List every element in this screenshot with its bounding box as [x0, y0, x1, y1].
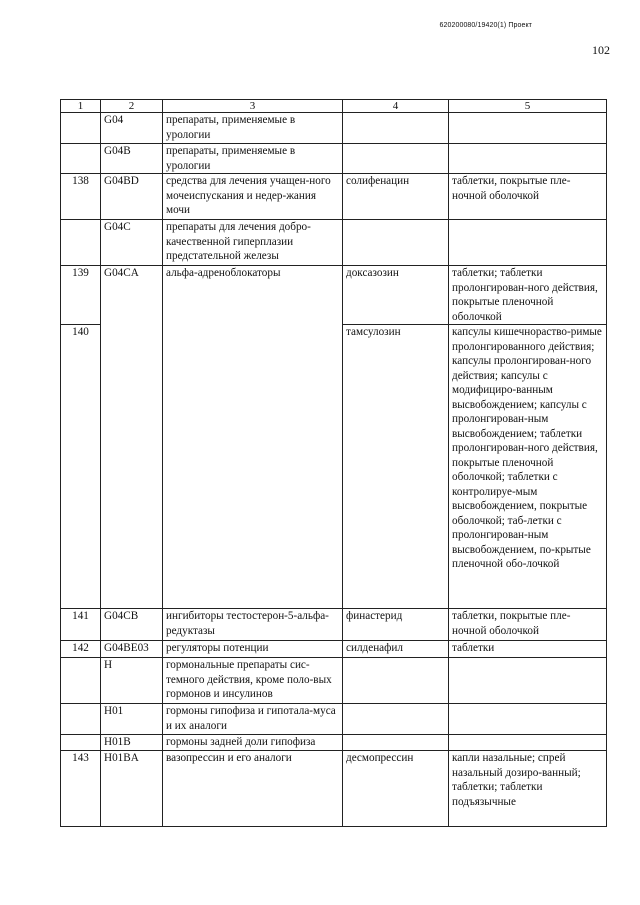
table-row	[61, 751, 607, 827]
row-number: 139	[61, 266, 101, 325]
document-id: 620200080/19420(1) Проект	[439, 22, 532, 29]
dosage-forms	[449, 144, 607, 174]
dosage-forms: таблетки; таблетки пролонгирован-ного действия, покрытые пленочной оболочкой	[449, 266, 607, 325]
atc-code: H01B	[101, 735, 163, 751]
atc-code: G04BD	[101, 174, 163, 220]
group-name: средства для лечения учащен-ного мочеиспускания и недер-жания мочи	[163, 174, 343, 220]
table-row	[61, 266, 607, 325]
row-number	[61, 220, 101, 266]
table-row	[61, 704, 607, 735]
dosage-forms	[449, 113, 607, 144]
row-number	[61, 658, 101, 704]
group-name: гормоны гипофиза и гипотала-муса и их аналоги	[163, 704, 343, 735]
header-cell: 4	[343, 100, 449, 113]
row-number	[61, 113, 101, 144]
table-header-row	[61, 100, 607, 113]
drug-name: финастерид	[343, 609, 449, 641]
drug-name: солифенацин	[343, 174, 449, 220]
atc-code: G04BE03	[101, 641, 163, 658]
drug-name: десмопрессин	[343, 751, 449, 827]
row-number: 141	[61, 609, 101, 641]
group-name: препараты, применяемые в урологии	[163, 144, 343, 174]
dosage-forms	[449, 658, 607, 704]
group-name: гормоны задней доли гипофиза	[163, 735, 343, 751]
table-row	[61, 641, 607, 658]
atc-code: G04C	[101, 220, 163, 266]
atc-code: G04CB	[101, 609, 163, 641]
atc-code: H	[101, 658, 163, 704]
group-name: препараты, применяемые в урологии	[163, 113, 343, 144]
table-row	[61, 144, 607, 174]
table-row	[61, 174, 607, 220]
page-number: 102	[592, 43, 610, 57]
dosage-forms	[449, 220, 607, 266]
table-row	[61, 735, 607, 751]
drug-name	[343, 113, 449, 144]
dosage-forms: таблетки, покрытые пле-ночной оболочкой	[449, 609, 607, 641]
table-row	[61, 609, 607, 641]
table-row	[61, 220, 607, 266]
header-cell: 5	[449, 100, 607, 113]
dosage-forms: капсулы кишечнораство-римые пролонгированного действия; капсулы пролонгирован-ного действия; капсулы с модифициро-ванным высвобождением; капсулы с пролонгирован-ным высвобождением; таблетки пролонгирован-ного действия, покрытые пленочной оболочкой; таблетки с контролируе-мым высвобождением, покрытые оболочкой; таб-летки с пролонгирован-ным высвобождением, по-крытые пленочной обо-лочкой	[449, 325, 607, 609]
group-name: ингибиторы тестостерон-5-альфа-редуктазы	[163, 609, 343, 641]
dosage-forms: таблетки	[449, 641, 607, 658]
row-number: 142	[61, 641, 101, 658]
dosage-forms	[449, 735, 607, 751]
row-number	[61, 144, 101, 174]
group-name: гормональные препараты сис-темного действия, кроме поло-вых гормонов и инсулинов	[163, 658, 343, 704]
group-name: регуляторы потенции	[163, 641, 343, 658]
header-cell: 3	[163, 100, 343, 113]
row-number: 138	[61, 174, 101, 220]
drug-name	[343, 658, 449, 704]
drug-name: тамсулозин	[343, 325, 449, 609]
atc-code: G04CA	[101, 266, 163, 609]
dosage-forms: таблетки, покрытые пле-ночной оболочкой	[449, 174, 607, 220]
header-cell: 1	[61, 100, 101, 113]
group-name: альфа-адреноблокаторы	[163, 266, 343, 609]
drug-table	[60, 99, 607, 827]
group-name: вазопрессин и его аналоги	[163, 751, 343, 827]
atc-code: G04B	[101, 144, 163, 174]
dosage-forms: капли назальные; спрей назальный дозиро-ванный; таблетки; таблетки подъязычные	[449, 751, 607, 827]
group-name: препараты для лечения добро-качественной гиперплазии предстательной железы	[163, 220, 343, 266]
row-number: 140	[61, 325, 101, 609]
drug-name	[343, 144, 449, 174]
header-cell: 2	[101, 100, 163, 113]
table-row	[61, 658, 607, 704]
row-number	[61, 735, 101, 751]
drug-name	[343, 220, 449, 266]
row-number: 143	[61, 751, 101, 827]
drug-name	[343, 704, 449, 735]
drug-name: силденафил	[343, 641, 449, 658]
atc-code: H01	[101, 704, 163, 735]
dosage-forms	[449, 704, 607, 735]
drug-name: доксазозин	[343, 266, 449, 325]
table-row	[61, 113, 607, 144]
atc-code: H01BA	[101, 751, 163, 827]
row-number	[61, 704, 101, 735]
drug-name	[343, 735, 449, 751]
atc-code: G04	[101, 113, 163, 144]
